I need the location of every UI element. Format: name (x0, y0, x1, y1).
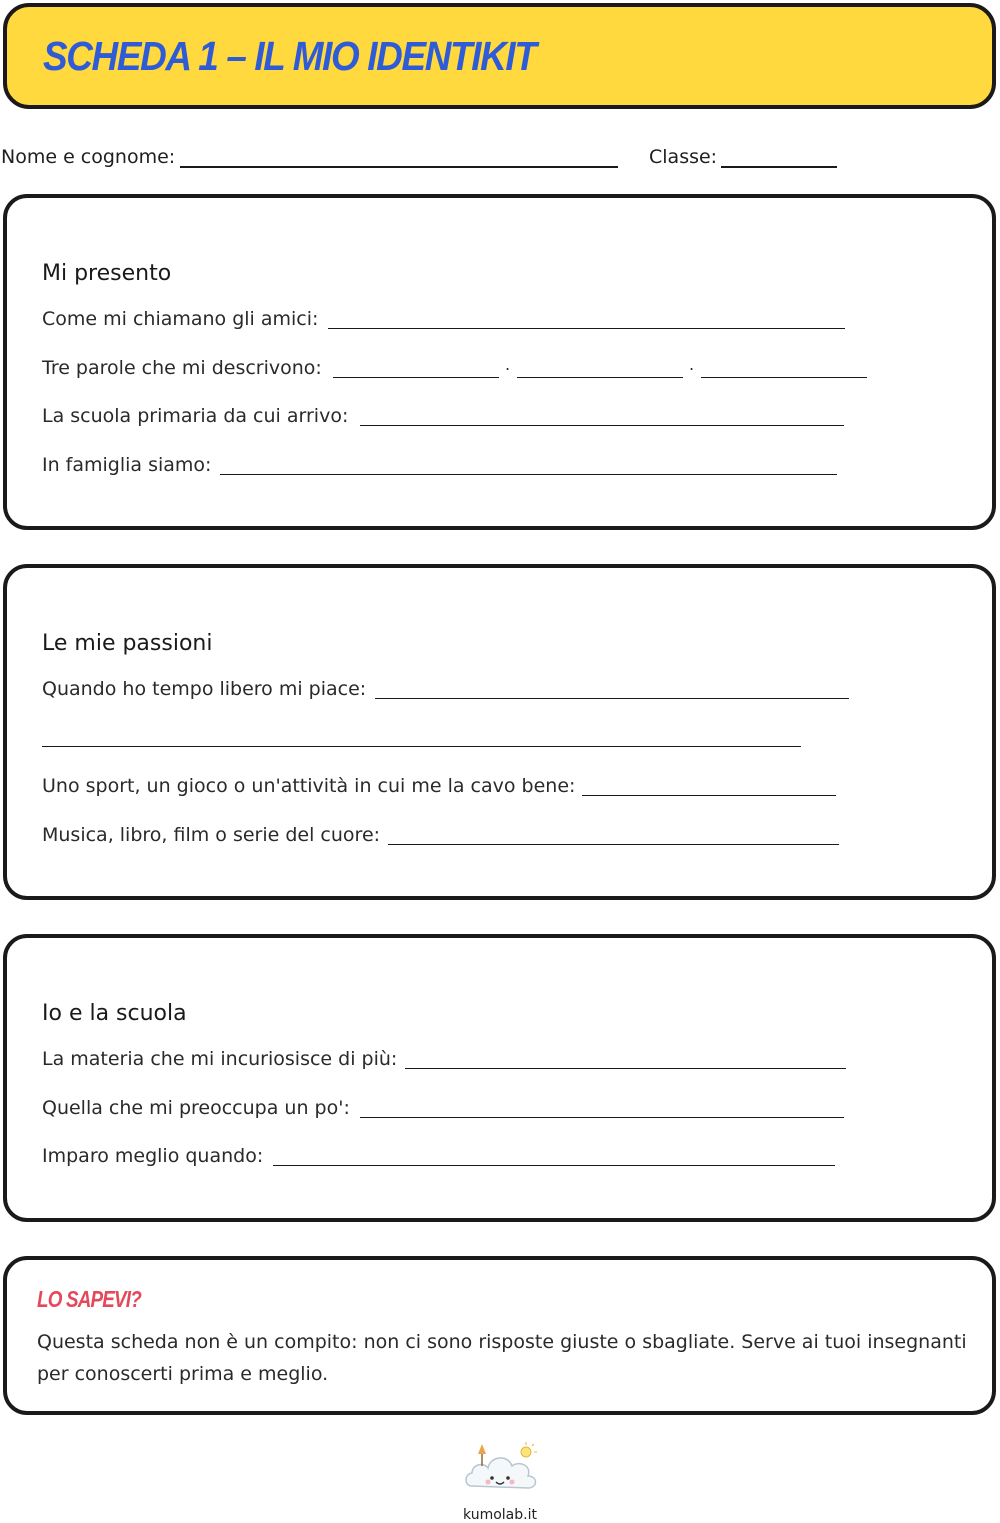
class-field[interactable] (721, 166, 837, 168)
good-at-field[interactable] (582, 795, 836, 796)
word-field-3[interactable] (701, 377, 867, 378)
page-title: SCHEDA 1 – IL MIO IDENTIKIT (43, 33, 536, 79)
free-time-field[interactable] (375, 698, 849, 699)
worry-field[interactable] (360, 1117, 844, 1118)
info-title: LO SAPEVI? (37, 1286, 141, 1312)
family-field[interactable] (220, 474, 837, 475)
favorites-label: Musica, libro, film o serie del cuore: (42, 824, 381, 846)
primary-school-field[interactable] (360, 425, 844, 426)
good-at-label: Uno sport, un gioco o un'attività in cui me la cavo bene: (42, 775, 576, 797)
site-name: kumolab.it (463, 1507, 537, 1523)
name-field[interactable] (180, 166, 618, 168)
section-mi-presento (3, 194, 996, 530)
info-box (3, 1256, 996, 1415)
curious-row (42, 1048, 852, 1076)
info-text: Questa scheda non è un compito: non ci sono risposte giuste o sbagliate. Serve ai tuoi insegnanti per conoscerti prima e meglio. (37, 1331, 967, 1385)
friends-label: Come mi chiamano gli amici: (42, 308, 319, 330)
cloud-icon (462, 1440, 540, 1498)
friends-row (42, 308, 852, 336)
free-time-row (42, 678, 852, 706)
primary-school-row (42, 405, 852, 433)
curious-field[interactable] (405, 1068, 846, 1069)
section-le-mie-passioni (3, 564, 996, 900)
name-label: Nome e cognome: (1, 146, 176, 168)
curious-label: La materia che mi incuriosisce di più: (42, 1048, 398, 1070)
class-label: Classe: (649, 146, 718, 168)
section-io-e-la-scuola (3, 934, 996, 1222)
favorites-row (42, 824, 852, 852)
word-field-2[interactable] (517, 377, 683, 378)
learn-field[interactable] (273, 1165, 835, 1166)
learn-row (42, 1145, 852, 1173)
section-title: Io e la scuola (42, 1001, 187, 1026)
favorites-field[interactable] (388, 844, 839, 845)
free-time-field-extra[interactable] (42, 746, 801, 747)
three-words-row: Tre parole che mi descrivono: . . (42, 357, 872, 385)
family-label: In famiglia siamo: (42, 454, 212, 476)
good-at-row (42, 775, 852, 803)
student-info-row (0, 146, 1000, 178)
learn-label: Imparo meglio quando: (42, 1145, 264, 1167)
family-row (42, 454, 852, 482)
friends-field[interactable] (328, 328, 845, 329)
free-time-label: Quando ho tempo libero mi piace: (42, 678, 367, 700)
title-banner (3, 3, 996, 109)
section-title: Le mie passioni (42, 631, 213, 656)
three-words-label: Tre parole che mi descrivono: (42, 357, 322, 379)
section-title: Mi presento (42, 261, 172, 286)
primary-school-label: La scuola primaria da cui arrivo: (42, 405, 349, 427)
worry-label: Quella che mi preoccupa un po': (42, 1097, 350, 1119)
worry-row (42, 1097, 852, 1125)
word-field-1[interactable] (333, 377, 499, 378)
